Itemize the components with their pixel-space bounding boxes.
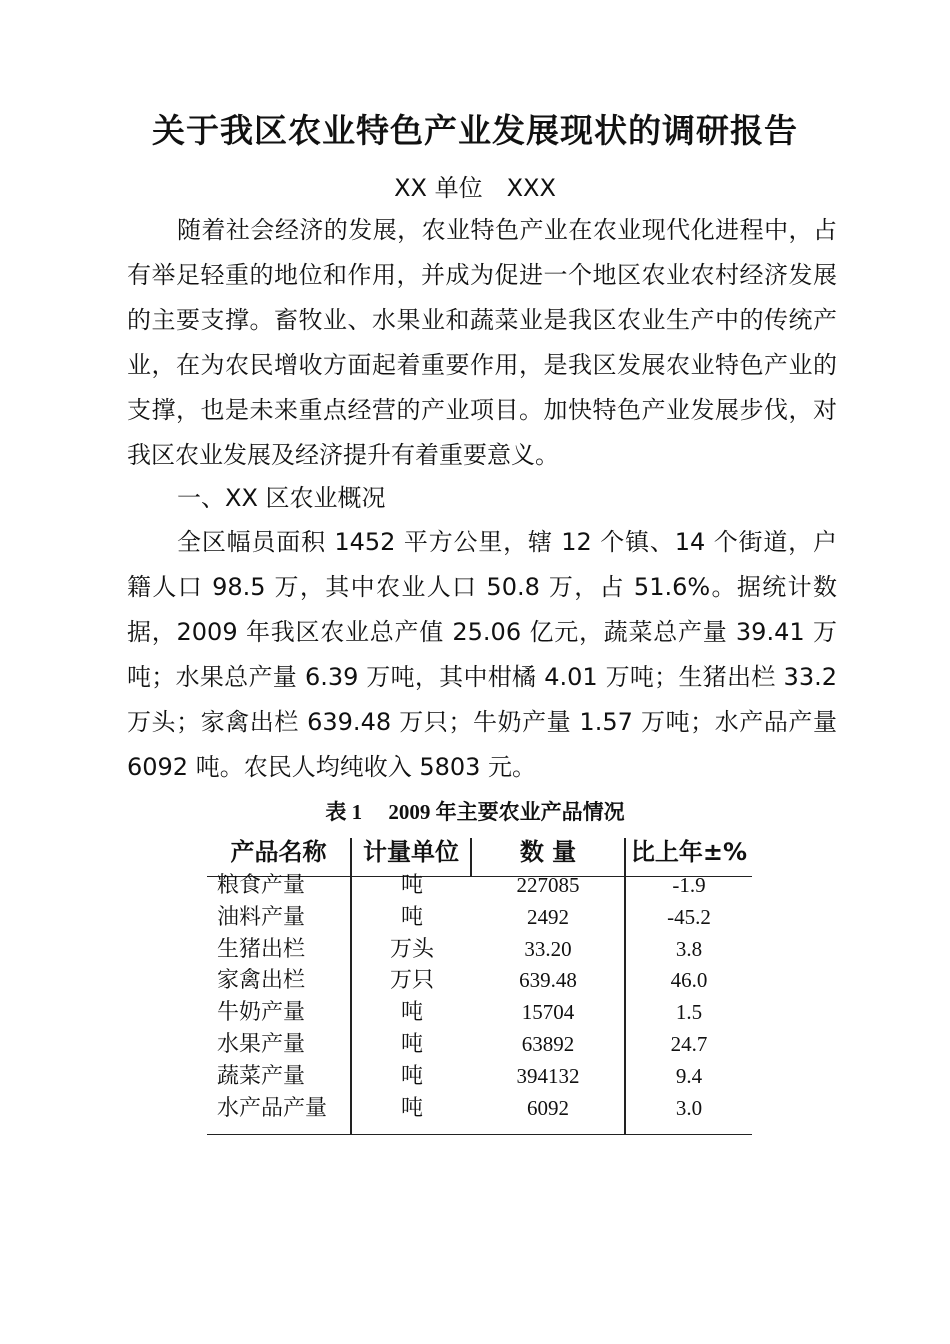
table-row bbox=[207, 934, 752, 966]
row-quantity: 63892 bbox=[521, 1031, 575, 1056]
page-title: 关于我区农业特色产业发展现状的调研报告 bbox=[152, 111, 798, 150]
overview-paragraph: 全区幅员面积 1452 平方公里，辖 12 个镇、14 个街道，户籍人口 98.5 万，其中农业人口 50.8 万，占 51.6%。据统计数据，2009 年我区农业总产值 25.06 亿元，蔬菜总产量 39.41 万吨；水果总产量 6.39 万吨，其中柑橘 4.01 万吨；生猪出栏 33.2 万头；家禽出栏 639.48 万只；牛奶产量 1.57 万吨；水产品产量 6092 吨。农民人均纯收入 5803 元。 bbox=[127, 528, 837, 781]
row-unit: 吨 bbox=[400, 873, 423, 898]
table-row bbox=[207, 902, 752, 934]
table-body bbox=[207, 870, 752, 1124]
table-row bbox=[207, 1029, 752, 1061]
table-row bbox=[207, 965, 752, 997]
table-row bbox=[207, 870, 752, 902]
row-unit: 吨 bbox=[400, 1031, 423, 1057]
row-name: 家禽出栏 bbox=[217, 968, 306, 994]
row-unit: 吨 bbox=[400, 1000, 423, 1026]
row-change: -1.9 bbox=[672, 873, 706, 897]
row-name: 蔬菜产量 bbox=[217, 1063, 306, 1089]
row-quantity: 33.20 bbox=[524, 936, 572, 961]
section-heading: 一、XX 区农业概况 bbox=[177, 484, 386, 512]
row-name: 生猪出栏 bbox=[217, 936, 306, 962]
row-name: 粮食产量 bbox=[217, 873, 306, 898]
row-unit: 吨 bbox=[400, 1095, 423, 1121]
row-unit: 万头 bbox=[389, 936, 434, 962]
row-unit: 万只 bbox=[389, 968, 434, 994]
row-name: 油料产量 bbox=[217, 904, 306, 930]
row-change: -45.2 bbox=[667, 904, 711, 929]
author-line: XX 单位 XXX bbox=[394, 174, 556, 202]
row-change: 9.4 bbox=[675, 1063, 703, 1088]
header-quantity: 数 量 bbox=[519, 838, 577, 866]
table-row bbox=[207, 1093, 752, 1125]
intro-paragraph: 随着社会经济的发展，农业特色产业在农业现代化进程中，占有举足轻重的地位和作用，并成为促进一个地区农业农村经济发展的主要支撑。畜牧业、水果业和蔬菜业是我区农业生产中的传统产业，在为农民增收方面起着重要作用，是我区发展农业特色产业的支撑，也是未来重点经营的产业项目。加快特色产业发展步伐，对我区农业发展及经济提升有着重要意义。 bbox=[127, 216, 837, 469]
row-quantity: 15704 bbox=[521, 1000, 575, 1025]
row-unit: 吨 bbox=[400, 1063, 423, 1089]
row-unit: 吨 bbox=[400, 904, 423, 930]
row-change: 24.7 bbox=[670, 1031, 708, 1056]
agri-products-table bbox=[207, 838, 752, 1135]
row-quantity: 227085 bbox=[516, 873, 580, 897]
table-caption: 表 1 2009 年主要农业产品情况 bbox=[325, 800, 625, 824]
row-quantity: 6092 bbox=[527, 1095, 569, 1120]
row-change: 1.5 bbox=[675, 1000, 703, 1025]
header-name: 产品名称 bbox=[230, 838, 327, 866]
row-name: 牛奶产量 bbox=[217, 1000, 306, 1026]
row-name: 水产品产量 bbox=[217, 1095, 328, 1121]
row-quantity: 639.48 bbox=[519, 968, 577, 993]
row-quantity: 2492 bbox=[527, 904, 569, 929]
row-name: 水果产量 bbox=[217, 1031, 306, 1057]
row-change: 3.0 bbox=[675, 1095, 703, 1120]
row-change: 46.0 bbox=[670, 968, 708, 993]
header-change: 比上年±% bbox=[630, 838, 748, 866]
table-row bbox=[207, 1061, 752, 1093]
table-row bbox=[207, 997, 752, 1029]
header-unit: 计量单位 bbox=[363, 838, 459, 866]
row-change: 3.8 bbox=[675, 936, 703, 961]
row-quantity: 394132 bbox=[516, 1063, 580, 1088]
